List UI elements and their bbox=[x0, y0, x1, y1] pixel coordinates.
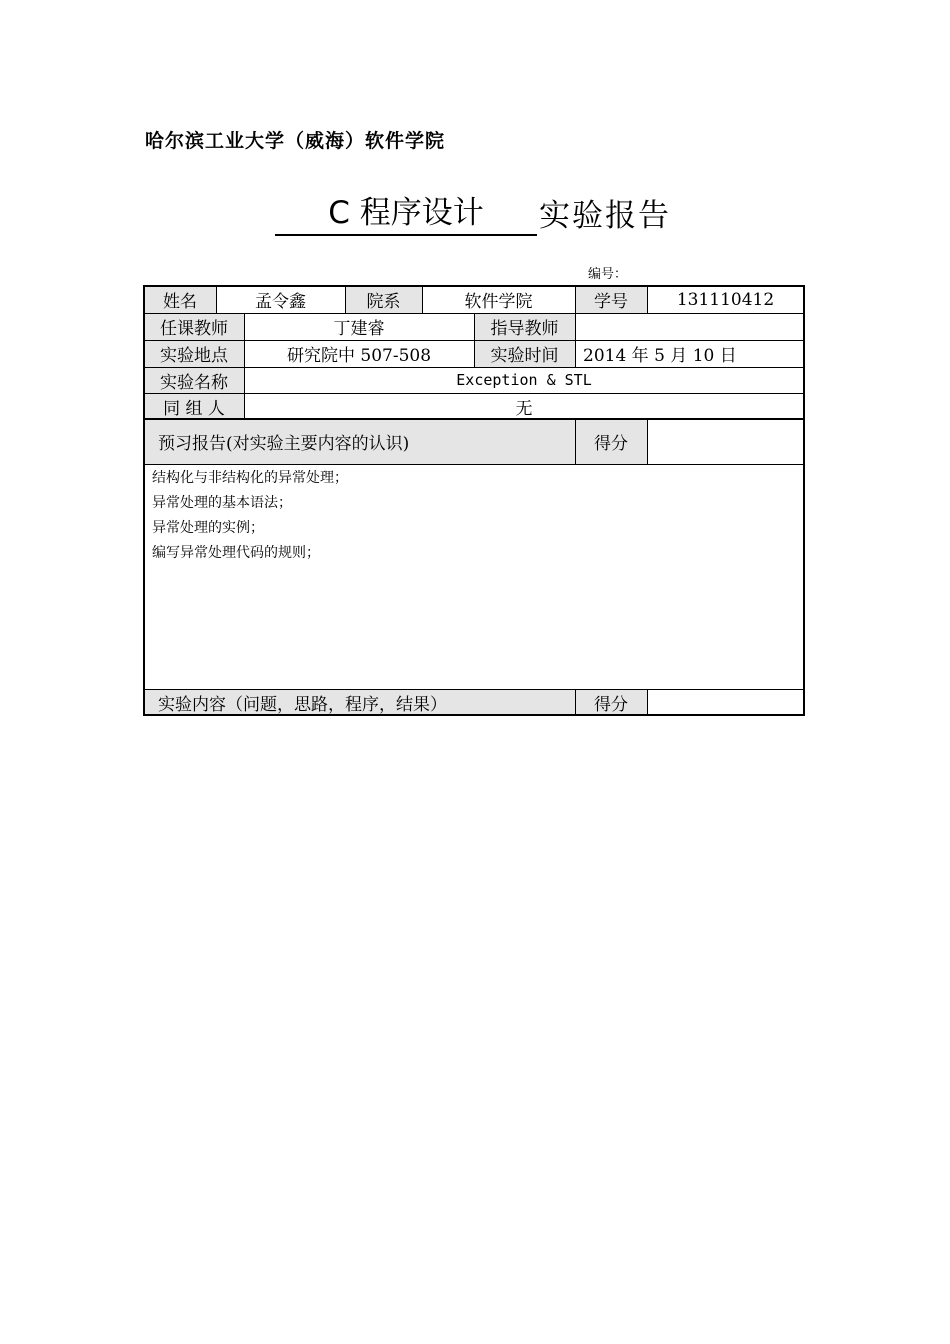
time-label: 实验时间 bbox=[474, 340, 575, 367]
table-divider bbox=[575, 419, 576, 464]
list-item: 结构化与非结构化的异常处理； bbox=[152, 470, 348, 486]
table-divider bbox=[422, 286, 423, 313]
table-divider bbox=[575, 286, 576, 313]
table-divider bbox=[575, 689, 576, 715]
student-id-value: 131110412 bbox=[676, 289, 775, 310]
experiment-name-label: 实验名称 bbox=[144, 367, 244, 393]
table-divider bbox=[216, 286, 217, 313]
table-divider bbox=[474, 313, 475, 367]
advisor-value bbox=[575, 313, 804, 340]
table-divider bbox=[647, 689, 648, 715]
report-title-text: 实验报告 bbox=[539, 198, 671, 234]
time-value: 2014 年 5 月 10 日 bbox=[583, 346, 737, 366]
table-divider bbox=[647, 419, 648, 464]
content-score-label: 得分 bbox=[575, 689, 647, 715]
table-border bbox=[144, 285, 805, 287]
name-value: 孟令鑫 bbox=[255, 292, 306, 312]
experiment-content-label: 实验内容（问题，思路，程序，结果） bbox=[144, 689, 575, 715]
serial-number-label: 编号： bbox=[588, 267, 628, 282]
location-label: 实验地点 bbox=[144, 340, 244, 367]
group-members-label: 同 组 人 bbox=[144, 393, 244, 419]
table-divider bbox=[144, 689, 805, 690]
advisor-label: 指导教师 bbox=[474, 313, 575, 340]
course-title: C 程序设计 bbox=[275, 193, 537, 236]
preview-score-label: 得分 bbox=[575, 419, 647, 464]
student-id-label: 学号 bbox=[575, 286, 647, 313]
location-value: 研究院中 507-508 bbox=[286, 346, 432, 366]
department-value: 软件学院 bbox=[464, 292, 533, 312]
report-title bbox=[275, 190, 671, 236]
list-item: 编写异常处理代码的规则； bbox=[152, 545, 320, 561]
table-border bbox=[144, 714, 805, 716]
department-label: 院系 bbox=[345, 286, 422, 313]
table-divider bbox=[647, 286, 648, 313]
teacher-label: 任课教师 bbox=[144, 313, 244, 340]
table-divider bbox=[244, 313, 245, 419]
table-divider bbox=[345, 286, 346, 313]
list-item: 异常处理的实例； bbox=[152, 520, 264, 536]
content-score-value bbox=[647, 689, 804, 715]
preview-score-value bbox=[647, 419, 804, 464]
table-border bbox=[803, 285, 805, 716]
institution-name: 哈尔滨工业大学（威海）软件学院 bbox=[145, 130, 446, 152]
preview-report-label: 预习报告(对实验主要内容的认识) bbox=[144, 419, 575, 464]
table-border bbox=[143, 285, 145, 716]
list-item: 异常处理的基本语法； bbox=[152, 495, 292, 511]
teacher-value: 丁建睿 bbox=[333, 319, 385, 339]
table-divider bbox=[144, 464, 805, 465]
name-label: 姓名 bbox=[144, 286, 216, 313]
group-members-value: 无 bbox=[515, 398, 533, 419]
preview-items bbox=[152, 466, 348, 566]
experiment-name-value: Exception & STL bbox=[456, 371, 592, 389]
table-divider bbox=[575, 313, 576, 367]
